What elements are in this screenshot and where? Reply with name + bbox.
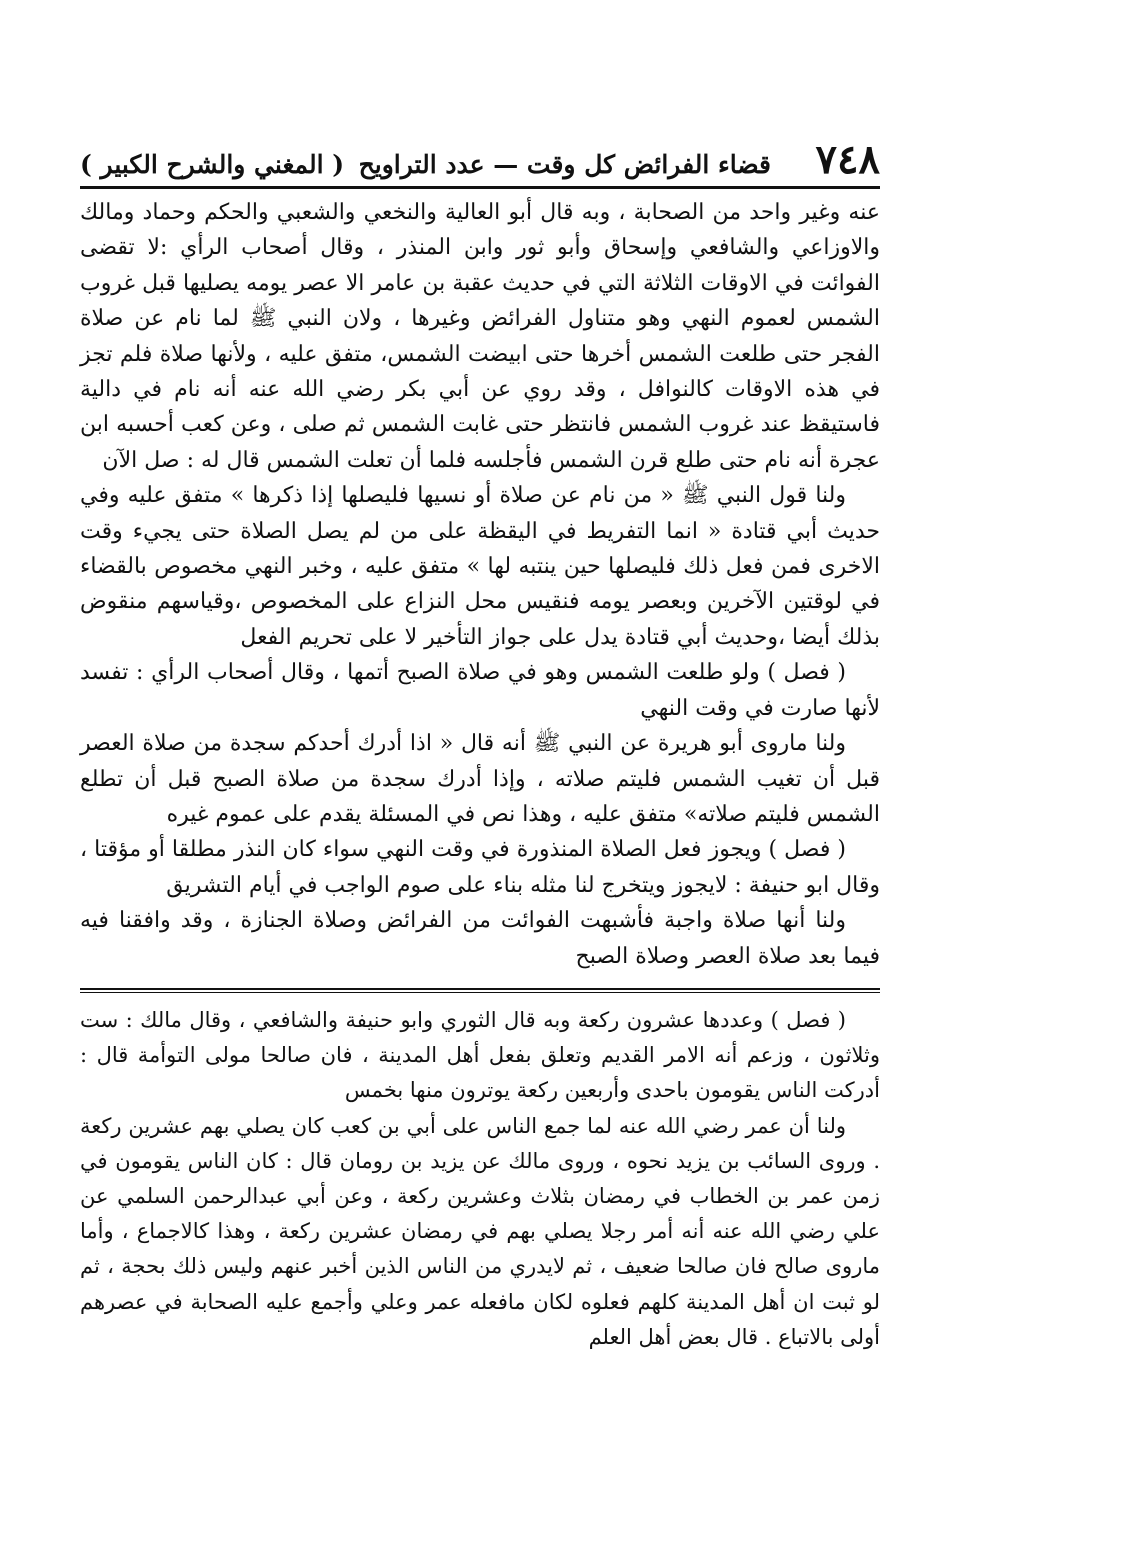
paragraph: ( فصل ) ولو طلعت الشمس وهو في صلاة الصبح أتمها ، وقال أصحاب الرأي : تفسد لأنها صارت في وقت النهي bbox=[80, 660, 880, 721]
book-page bbox=[80, 136, 880, 1355]
paragraph: ولنا قول النبي ﷺ « من نام عن صلاة أو نسيها فليصلها إذا ذكرها » متفق عليه وفي حديث أبي قتادة « انما التفريط في اليقظة على من لم يصل الصلاة حتى يجيء وقت الاخرى فمن فعل ذلك فليصلها حين ينتبه لها » متفق عليه ، وخبر النهي مخصوص بالقضاء في لوقتين الآخرين وبعصر يومه فنقيس محل النزاع على المخصوص ،وقياسهم منقوض بذلك أيضا ،وحديث أبي قتادة يدل على جواز التأخير لا على تحريم الفعل bbox=[80, 483, 880, 650]
commentary-text bbox=[80, 1003, 880, 1355]
section-divider-thin bbox=[80, 992, 880, 993]
paragraph: ولنا ماروى أبو هريرة عن النبي ﷺ أنه قال « اذا أدرك أحدكم سجدة من صلاة العصر قبل أن تغيب الشمس فليتم صلاته ، وإذا أدرك سجدة من صلاة الصبح قبل أن تطلع الشمس فليتم صلاته» متفق عليه ، وهذا نص في المسئلة يقدم على عموم غيره bbox=[80, 731, 880, 827]
running-header bbox=[80, 136, 880, 189]
paragraph: عنه وغير واحد من الصحابة ، وبه قال أبو العالية والنخعي والشعبي والحكم وحماد ومالك والاوزاعي والشافعي وإسحاق وأبو ثور وابن المنذر ، وقال أصحاب الرأي :لا تقضى الفوائت في الاوقات الثلاثة التي في حديث عقبة بن عامر الا عصر يومه يصليها قبل غروب الشمس لعموم النهي وهو متناول الفرائض وغيرها ، ولان النبي ﷺ لما نام عن صلاة الفجر حتى طلعت الشمس أخرها حتى ابيضت الشمس، متفق عليه ، ولأنها صلاة فلم تجز في هذه الاوقات كالنوافل ، وقد روي عن أبي بكر رضي الله عنه أنه نام في دالية فاستيقظ عند غروب الشمس فانتظر حتى غابت الشمس ثم صلى ، وعن كعب أحسبه ابن عجرة أنه نام حتى طلع قرن الشمس فأجلسه فلما أن تعلت الشمس قال له : صل الآن bbox=[80, 200, 880, 473]
paragraph: ( فصل ) وعددها عشرون ركعة وبه قال الثوري وابو حنيفة والشافعي ، وقال مالك : ست وثلاثون ، وزعم أنه الامر القديم وتعلق بفعل أهل المدينة ، فان صالحا مولى التوأمة قال : أدركت الناس يقومون باحدى وأربعين ركعة يوترون منها بخمس bbox=[80, 1007, 880, 1103]
section-divider bbox=[80, 988, 880, 993]
page-number: ٧٤٨ bbox=[815, 136, 880, 183]
main-text bbox=[80, 195, 880, 974]
paragraph: ( فصل ) ويجوز فعل الصلاة المنذورة في وقت النهي سواء كان النذر مطلقا أو مؤقتا ، وقال ابو حنيفة : لايجوز ويتخرج لنا مثله بناء على صوم الواجب في أيام التشريق bbox=[80, 837, 880, 898]
section-title: قضاء الفرائض كل وقت — عدد التراويح bbox=[358, 150, 771, 179]
book-title: ( المغني والشرح الكبير ) bbox=[80, 150, 345, 179]
paragraph: ولنا أن عمر رضي الله عنه لما جمع الناس على أبي بن كعب كان يصلي بهم عشرين ركعة . وروى السائب بن يزيد نحوه ، وروى مالك عن يزيد بن رومان قال : كان الناس يقومون في زمن عمر بن الخطاب في رمضان بثلاث وعشرين ركعة ، وعن أبي عبدالرحمن السلمي عن علي رضي الله عنه أنه أمر رجلا يصلي بهم في رمضان عشرين ركعة ، وهذا كالاجماع ، وأما ماروى صالح فان صالحا ضعيف ، ثم لايدري من الناس الذين أخبر عنهم وليس ذلك بحجة ، ثم لو ثبت ان أهل المدينة كلهم فعلوه لكان مافعله عمر وعلي وأجمع عليه الصحابة في عصرهم أولى بالاتباع . قال بعض أهل العلم bbox=[80, 1113, 880, 1349]
paragraph: ولنا أنها صلاة واجبة فأشبهت الفوائت من الفرائض وصلاة الجنازة ، وقد وافقنا فيه فيما بعد صلاة العصر وصلاة الصبح bbox=[80, 908, 880, 969]
